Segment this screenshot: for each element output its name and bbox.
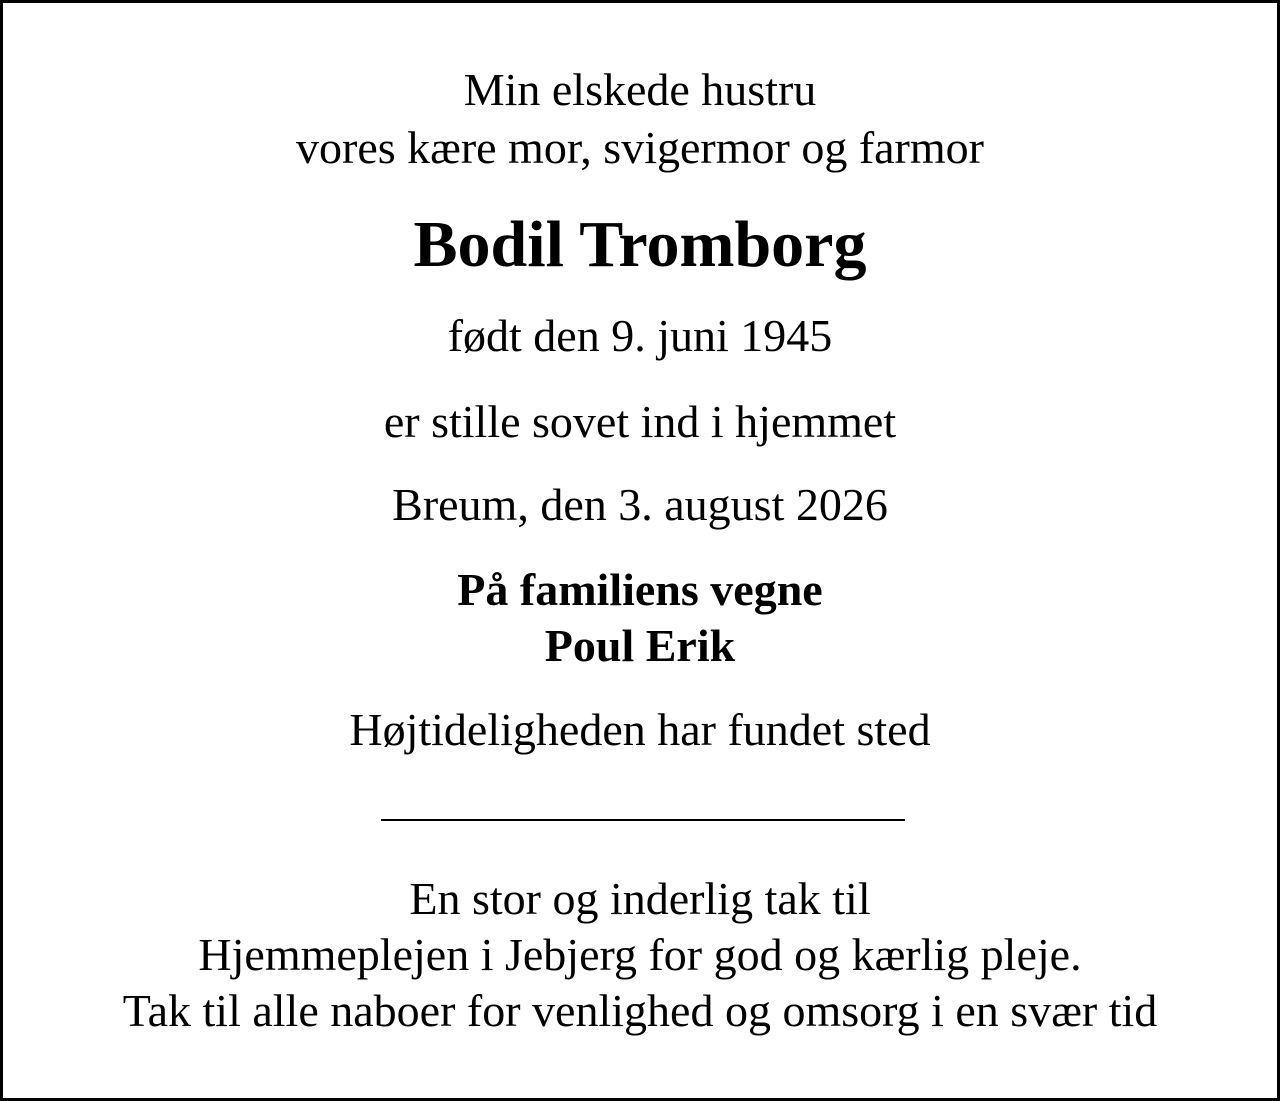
passing-text: er stille sovet ind i hjemmet: [383, 396, 897, 447]
divider-line: [381, 819, 905, 821]
intro-line-1: Min elskede hustru: [463, 64, 817, 115]
birth-date: født den 9. juni 1945: [447, 310, 833, 361]
signature-line-1: På familiens vegne: [457, 564, 823, 615]
intro-line-2: vores kære mor, svigermor og farmor: [296, 122, 984, 173]
signature-line-2: Poul Erik: [544, 620, 736, 671]
deceased-name: Bodil Tromborg: [413, 208, 867, 281]
thanks-line-1: En stor og inderlig tak til: [409, 873, 871, 924]
thanks-line-3: Tak til alle naboer for venlighed og omsorg i en svær tid: [122, 985, 1158, 1036]
place-and-date: Breum, den 3. august 2026: [392, 479, 888, 530]
thanks-line-2: Hjemmeplejen i Jebjerg for god og kærlig pleje.: [198, 929, 1082, 980]
ceremony-text: Højtideligheden har fundet sted: [349, 704, 931, 755]
